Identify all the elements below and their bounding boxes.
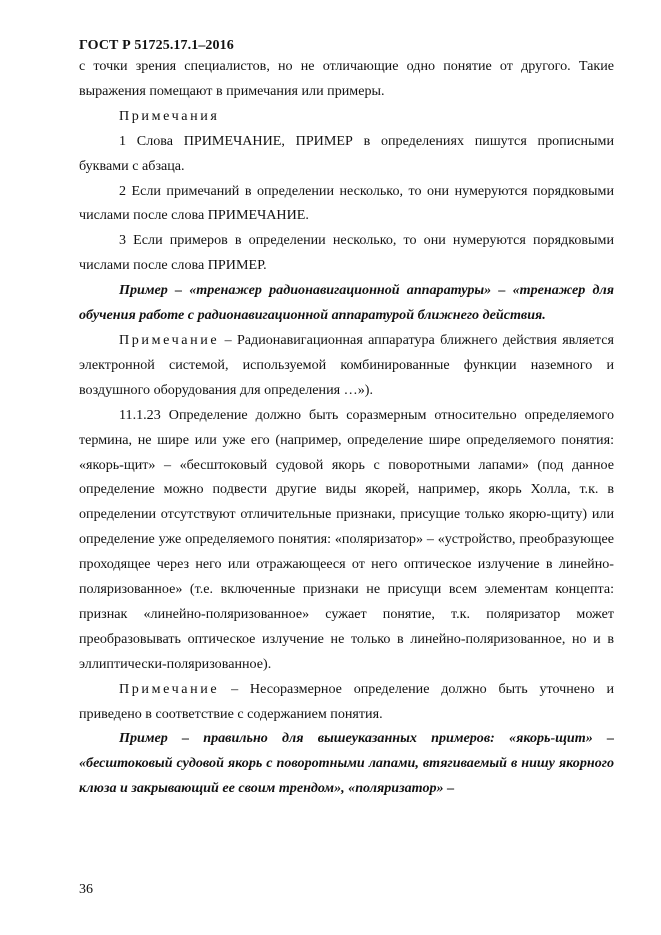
note-4-text: – Радионавигационная аппаратура ближнего действия является электронной системой, используемой комбинированные функции наземного и воздушного оборудования для определения …»).	[79, 331, 614, 398]
note-3: 3 Если примеров в определении несколько, то они нумеруются порядковыми числами после слова ПРИМЕР.	[79, 232, 614, 274]
page-body	[79, 54, 614, 801]
paragraph-continuation: с точки зрения специалистов, но не отличающие одно понятие от другого. Такие выражения помещают в примечания или примеры.	[79, 58, 614, 99]
note-5-text: – Несоразмерное определение должно быть уточнено и приведено в соответствие с содержанием понятия.	[79, 680, 614, 722]
note-5-label: Примечание	[119, 680, 220, 697]
example-2: Пример – правильно для вышеуказанных примеров: «якорь-щит» – «бесштоковый судовой якорь с поворотными лапами, втягиваемый в нишу якорного клюза и закрывающий ее своим трендом», «поляризатор» –	[79, 730, 614, 797]
standard-header: ГОСТ Р 51725.17.1–2016	[79, 38, 234, 53]
example-1: Пример – «тренажер радионавигационной аппаратуры» – «тренажер для обучения работе с радионавигационной аппаратурой ближнего действия.	[79, 282, 614, 324]
note-2: 2 Если примечаний в определении несколько, то они нумеруются порядковыми числами после слова ПРИМЕЧАНИЕ.	[79, 182, 614, 224]
note-4	[79, 328, 614, 403]
clause-11-1-23: 11.1.23 Определение должно быть соразмерным относительно определяемого термина, не шире или уже его (например, определение шире определяемого понятия: «якорь-щит» – «бесштоковый судовой якорь с поворотными лапами» (под данное определение можно подвести другие виды якорей, например, якорь Холла, т.к. в определении отсутствуют отличительные признаки, присущие только якорю-щиту) или определение уже определяемого понятия: «поляризатор» – «устройство, преобразующее проходящее через него или отражающееся от него оптическое излучение в линейно-поляризованное» (т.е. включенные признаки не присущи всем элементам концепта: признак «линейно-поляризованное» сужает понятие, т.к. поляризатор может преобразовывать оптическое излучение не только в линейно-поляризованное, но и в эллиптически-поляризованное).	[79, 406, 614, 672]
page-number: 36	[79, 882, 93, 897]
note-4-label: Примечание	[119, 331, 220, 348]
note-1: 1 Слова ПРИМЕЧАНИЕ, ПРИМЕР в определениях пишутся прописными буквами с абзаца.	[79, 132, 614, 174]
notes-heading: Примечания	[119, 107, 220, 124]
note-5	[79, 677, 614, 727]
